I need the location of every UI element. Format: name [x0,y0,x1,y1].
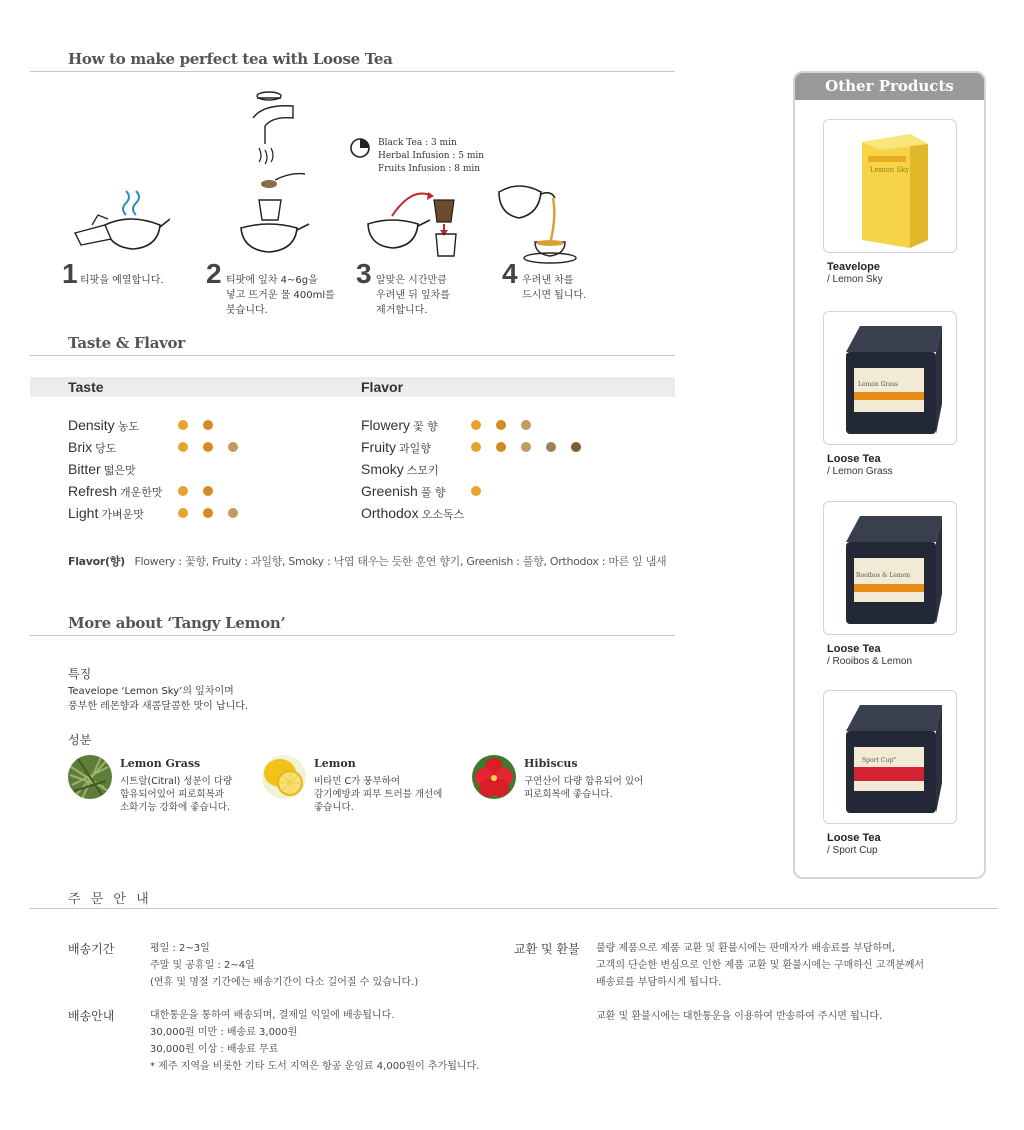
step-2-text: 티팟에 잎차 4~6g을 넣고 뜨거운 물 400ml를 붓습니다. [226,275,335,316]
step-2-illustration [235,88,315,258]
taste-flavor-divider [30,355,675,356]
flavor-note-label: Flavor(향) [68,555,125,568]
flavor-label-en: Smoky [361,460,404,477]
step-3-number: 3 [356,258,372,289]
taste-label [68,483,178,500]
taste-label-en: Refresh [68,482,118,499]
product-category[interactable]: Teavelope [827,261,880,273]
infusion-black: Black Tea : 3 min [378,138,457,148]
rating-dot [471,442,481,452]
feature-title: 특징 [68,667,92,681]
hibiscus-image [472,755,516,799]
rating-dot [521,442,531,452]
product-image-lemon-sky[interactable] [823,119,957,253]
flavor-label-ko: 스모키 [406,463,439,477]
flavor-label-ko: 꽃 향 [413,419,438,433]
taste-label-en: Density [68,416,115,433]
step-1-number: 1 [62,258,78,289]
taste-label [68,417,178,434]
rating-dot [203,508,213,518]
rating-dot [471,420,481,430]
flavor-label [361,483,471,500]
flavor-label [361,417,471,434]
taste-rating [178,442,238,452]
delivery-info-text: 대한통운을 통하여 배송되며, 결제일 익일에 배송됩니다. 30,000원 미만 : 배송료 3,000원 30,000원 이상 : 배송료 무료 * 제주 지역을 비롯한 기타 도서 지역은 항공 운임료 4,000원이 추가됩니다. [150,1010,480,1072]
ingredient-desc: 비타민 C가 풍부하여 감기예방과 피부 트러블 개선에 좋습니다. [314,776,443,813]
flavor-note [68,553,666,569]
exchange-label: 교환 및 환불 [514,942,580,956]
product-name[interactable]: / Lemon Grass [827,466,893,477]
rating-dot [178,486,188,496]
flavor-header: Flavor [361,379,404,395]
product-card-lemon-grass[interactable] [823,311,959,477]
ingredient-name: Lemon Grass [120,757,201,770]
flavor-label-en: Orthodox [361,504,419,521]
exchange-return-text: 교환 및 환불시에는 대한통운을 이용하여 반송하여 주시면 됩니다. [596,1011,883,1022]
flavor-row-flowery [361,416,531,434]
product-card-lemon-sky[interactable] [823,119,959,285]
taste-header: Taste [68,379,104,395]
taste-label [68,439,178,456]
taste-row-density [68,416,213,434]
taste-label-ko: 당도 [95,441,117,455]
ingredients-title: 성분 [68,733,92,747]
taste-label-ko: 가벼운맛 [101,507,144,521]
product-image-lemon-grass[interactable] [823,311,957,445]
rating-dot [203,486,213,496]
infusion-herbal: Herbal Infusion : 5 min [378,151,485,161]
flavor-label [361,505,471,522]
lemon-grass-image [68,755,112,799]
rating-dot [203,442,213,452]
flavor-rating [471,420,531,430]
rating-dot [178,442,188,452]
ingredient-desc: 구연산이 다량 함유되어 있어 피로회복에 좋습니다. [524,776,644,800]
feature-text: Teavelope ‘Lemon Sky’의 잎차이며 풍부한 레몬향과 새콤달콤한 맛이 납니다. [68,686,249,712]
flavor-label-en: Flowery [361,416,411,433]
product-card-sport-cup[interactable] [823,690,959,856]
taste-rating [178,420,213,430]
delivery-period-text: 평일 : 2~3일 주말 및 공휴일 : 2~4일 (연휴 및 명절 기간에는 배송기간이 다소 길어질 수 있습니다.) [150,943,419,988]
taste-flavor-title: Taste & Flavor [68,334,185,352]
flavor-label-ko: 과일향 [399,441,431,455]
step-1-illustration [70,185,170,255]
taste-label-ko: 농도 [117,419,139,433]
product-image-rooibos-lemon[interactable] [823,501,957,635]
taste-row-brix [68,438,238,456]
flavor-label [361,461,471,478]
taste-flavor-header-bar [30,377,675,397]
flavor-note-text: Flowery : 꽃향, Fruity : 과일향, Smoky : 낙엽 태우는 듯한 훈연 향기, Greenish : 풀향, Orthodox : 마른 잎 냄새 [134,555,667,568]
rating-dot [203,420,213,430]
infusion-times [378,137,484,176]
flavor-row-greenish [361,482,481,500]
more-about-title: More about ‘Tangy Lemon’ [68,614,286,632]
taste-label [68,461,178,478]
rating-dot [496,420,506,430]
product-category[interactable]: Loose Tea [827,643,881,655]
taste-label-en: Brix [68,438,93,455]
product-image-sport-cup[interactable] [823,690,957,824]
taste-label-en: Bitter [68,460,101,477]
flavor-row-smoky [361,460,471,478]
rating-dot [178,508,188,518]
rating-dot [178,420,188,430]
flavor-rating [471,486,481,496]
step-4-text: 우려낸 차를 드시면 됩니다. [522,275,587,301]
product-name[interactable]: / Rooibos & Lemon [827,656,913,667]
ingredient-name: Hibiscus [524,757,578,770]
taste-rating [178,508,238,518]
delivery-info-label: 배송안내 [68,1009,115,1023]
rating-dot [521,420,531,430]
taste-label-ko: 떫은맛 [103,463,136,477]
product-card-rooibos-lemon[interactable] [823,501,959,667]
taste-row-light [68,504,238,522]
flavor-label-ko: 풀 향 [420,485,446,499]
ingredient-desc: 시트랄(Citral) 성분이 다량 함유되어있어 피로회복과 소화기능 강화에 좋습니다. [120,776,233,813]
product-label-lemon-grass: Lemon Grass [858,381,899,388]
how-to-title: How to make perfect tea with Loose Tea [68,50,393,68]
rating-dot [571,442,581,452]
rating-dot [471,486,481,496]
how-to-divider [30,71,675,72]
step-3-illustration [362,190,472,260]
exchange-text: 불량 제품으로 제품 교환 및 환불시에는 판매자가 배송료를 부담하며, 고객의 단순한 변심으로 인한 제품 교환 및 환불시에는 구매하신 고객분께서 배송료를 부담하시게 됩니다. [596,943,925,988]
taste-label [68,505,178,522]
infusion-fruits: Fruits Infusion : 8 min [378,164,481,174]
product-label-lemon-sky: Lemon Sky [870,166,910,174]
flavor-row-orthodox [361,504,471,522]
more-about-divider [30,635,675,636]
delivery-period-label: 배송기간 [68,942,115,956]
ingredient-name: Lemon [314,757,356,770]
flavor-rating [471,442,581,452]
step-2-number: 2 [206,258,222,289]
order-info-title: 주 문 안 내 [68,892,152,907]
product-label-rooibos-lemon: Rooibos & Lemon [856,572,911,579]
product-category[interactable]: Loose Tea [827,453,881,465]
step-1-text: 티팟을 예열합니다. [80,275,164,286]
taste-row-bitter [68,460,178,478]
product-category[interactable]: Loose Tea [827,832,881,844]
product-name[interactable]: / Lemon Sky [827,274,883,285]
rating-dot [546,442,556,452]
taste-rating [178,486,213,496]
rating-dot [228,442,238,452]
step-4-number: 4 [502,258,518,289]
taste-label-ko: 개운한맛 [120,485,163,499]
order-info-divider [30,908,998,909]
other-products-panel [793,71,986,879]
step-4-illustration [495,178,585,268]
timer-icon [349,137,371,159]
taste-row-refresh [68,482,213,500]
lemon-image [262,755,306,799]
taste-label-en: Light [68,504,99,521]
flavor-label [361,439,471,456]
product-label-sport-cup: Sport Cup° [862,757,897,764]
step-3-text: 알맞은 시간만큼 우려낸 뒤 잎차를 제거합니다. [376,275,450,316]
rating-dot [228,508,238,518]
rating-dot [496,442,506,452]
flavor-label-en: Fruity [361,438,396,455]
flavor-label-ko: 오소독스 [421,507,465,521]
flavor-row-fruity [361,438,581,456]
other-products-title: Other Products [795,73,984,100]
product-name[interactable]: / Sport Cup [827,845,878,856]
flavor-label-en: Greenish [361,482,418,499]
